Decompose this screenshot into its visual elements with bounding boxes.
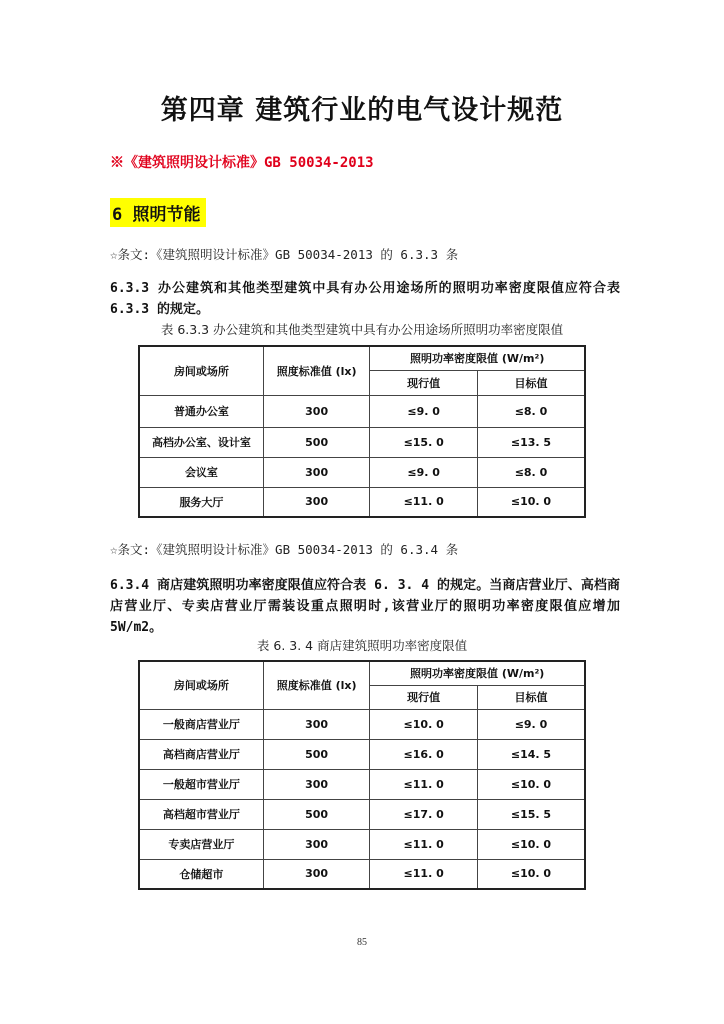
cell-current: ≤17. 0 <box>370 799 478 829</box>
cell-current: ≤11. 0 <box>370 859 478 889</box>
cell-target: ≤10. 0 <box>477 829 585 859</box>
cell-room: 仓储超市 <box>139 859 263 889</box>
page-number: 85 <box>357 937 367 948</box>
table-row <box>139 799 585 829</box>
cell-lux: 500 <box>263 799 370 829</box>
cell-target: ≤9. 0 <box>477 709 585 739</box>
cell-room: 高档办公室、设计室 <box>139 427 263 457</box>
header-illuminance: 照度标准值 (lx) <box>263 661 370 709</box>
cell-room: 专卖店营业厅 <box>139 829 263 859</box>
cell-room: 会议室 <box>139 457 263 487</box>
table-row <box>139 487 585 517</box>
header-current: 现行值 <box>370 370 478 395</box>
header-lpd: 照明功率密度限值 (W/m²) <box>370 661 585 685</box>
cell-lux: 300 <box>263 395 370 427</box>
cell-current: ≤11. 0 <box>370 487 478 517</box>
header-target: 目标值 <box>477 685 585 709</box>
cell-room: 普通办公室 <box>139 395 263 427</box>
chapter-title: 第四章 建筑行业的电气设计规范 <box>160 95 564 126</box>
cell-target: ≤15. 5 <box>477 799 585 829</box>
header-room: 房间或场所 <box>139 661 263 709</box>
cell-lux: 300 <box>263 457 370 487</box>
header-target: 目标值 <box>477 370 585 395</box>
cell-room: 一般商店营业厅 <box>139 709 263 739</box>
cell-current: ≤15. 0 <box>370 427 478 457</box>
table-row <box>139 457 585 487</box>
cell-lux: 300 <box>263 829 370 859</box>
table-6-3-4 <box>138 660 586 890</box>
header-current: 现行值 <box>370 685 478 709</box>
cell-target: ≤8. 0 <box>477 457 585 487</box>
cell-room: 高档超市营业厅 <box>139 799 263 829</box>
table-row <box>139 769 585 799</box>
cell-target: ≤13. 5 <box>477 427 585 457</box>
cell-current: ≤10. 0 <box>370 709 478 739</box>
cell-target: ≤10. 0 <box>477 487 585 517</box>
cell-current: ≤11. 0 <box>370 769 478 799</box>
table-row <box>139 739 585 769</box>
header-room: 房间或场所 <box>139 346 263 395</box>
header-illuminance: 照度标准值 (lx) <box>263 346 370 395</box>
table-6-3-3 <box>138 345 586 518</box>
table-row <box>139 709 585 739</box>
cell-target: ≤8. 0 <box>477 395 585 427</box>
cell-lux: 300 <box>263 769 370 799</box>
clause-text-6-3-3: 6.3.3 办公建筑和其他类型建筑中具有办公用途场所的照明功率密度限值应符合表 6.3.3 的规定。 <box>110 281 620 317</box>
cell-lux: 300 <box>263 709 370 739</box>
cell-lux: 500 <box>263 427 370 457</box>
standard-reference: ※《建筑照明设计标准》GB 50034-2013 <box>110 155 374 171</box>
cell-room: 服务大厅 <box>139 487 263 517</box>
table-caption-6-3-4: 表 6. 3. 4 商店建筑照明功率密度限值 <box>256 638 468 653</box>
table-row <box>139 395 585 427</box>
cell-lux: 300 <box>263 487 370 517</box>
table-row <box>139 829 585 859</box>
cell-target: ≤10. 0 <box>477 769 585 799</box>
clause-text-6-3-4: 6.3.4 商店建筑照明功率密度限值应符合表 6. 3. 4 的规定。当商店营业厅、高档商店营业厅、专卖店营业厅需装设重点照明时,该营业厅的照明功率密度限值应增加 5W/m2。 <box>110 578 620 635</box>
cell-room: 高档商店营业厅 <box>139 739 263 769</box>
clause-source-6-3-3: ☆条文:《建筑照明设计标准》GB 50034-2013 的 6.3.3 条 <box>110 247 459 262</box>
clause-source-6-3-4: ☆条文:《建筑照明设计标准》GB 50034-2013 的 6.3.4 条 <box>110 542 459 557</box>
table-caption-6-3-3: 表 6.3.3 办公建筑和其他类型建筑中具有办公用途场所照明功率密度限值 <box>160 322 564 337</box>
cell-current: ≤11. 0 <box>370 829 478 859</box>
cell-lux: 300 <box>263 859 370 889</box>
cell-lux: 500 <box>263 739 370 769</box>
cell-current: ≤9. 0 <box>370 457 478 487</box>
cell-room: 一般超市营业厅 <box>139 769 263 799</box>
cell-current: ≤9. 0 <box>370 395 478 427</box>
table-row <box>139 859 585 889</box>
section-heading: 6 照明节能 <box>110 198 206 227</box>
cell-current: ≤16. 0 <box>370 739 478 769</box>
header-lpd: 照明功率密度限值 (W/m²) <box>370 346 585 370</box>
table-row <box>139 427 585 457</box>
cell-target: ≤14. 5 <box>477 739 585 769</box>
cell-target: ≤10. 0 <box>477 859 585 889</box>
